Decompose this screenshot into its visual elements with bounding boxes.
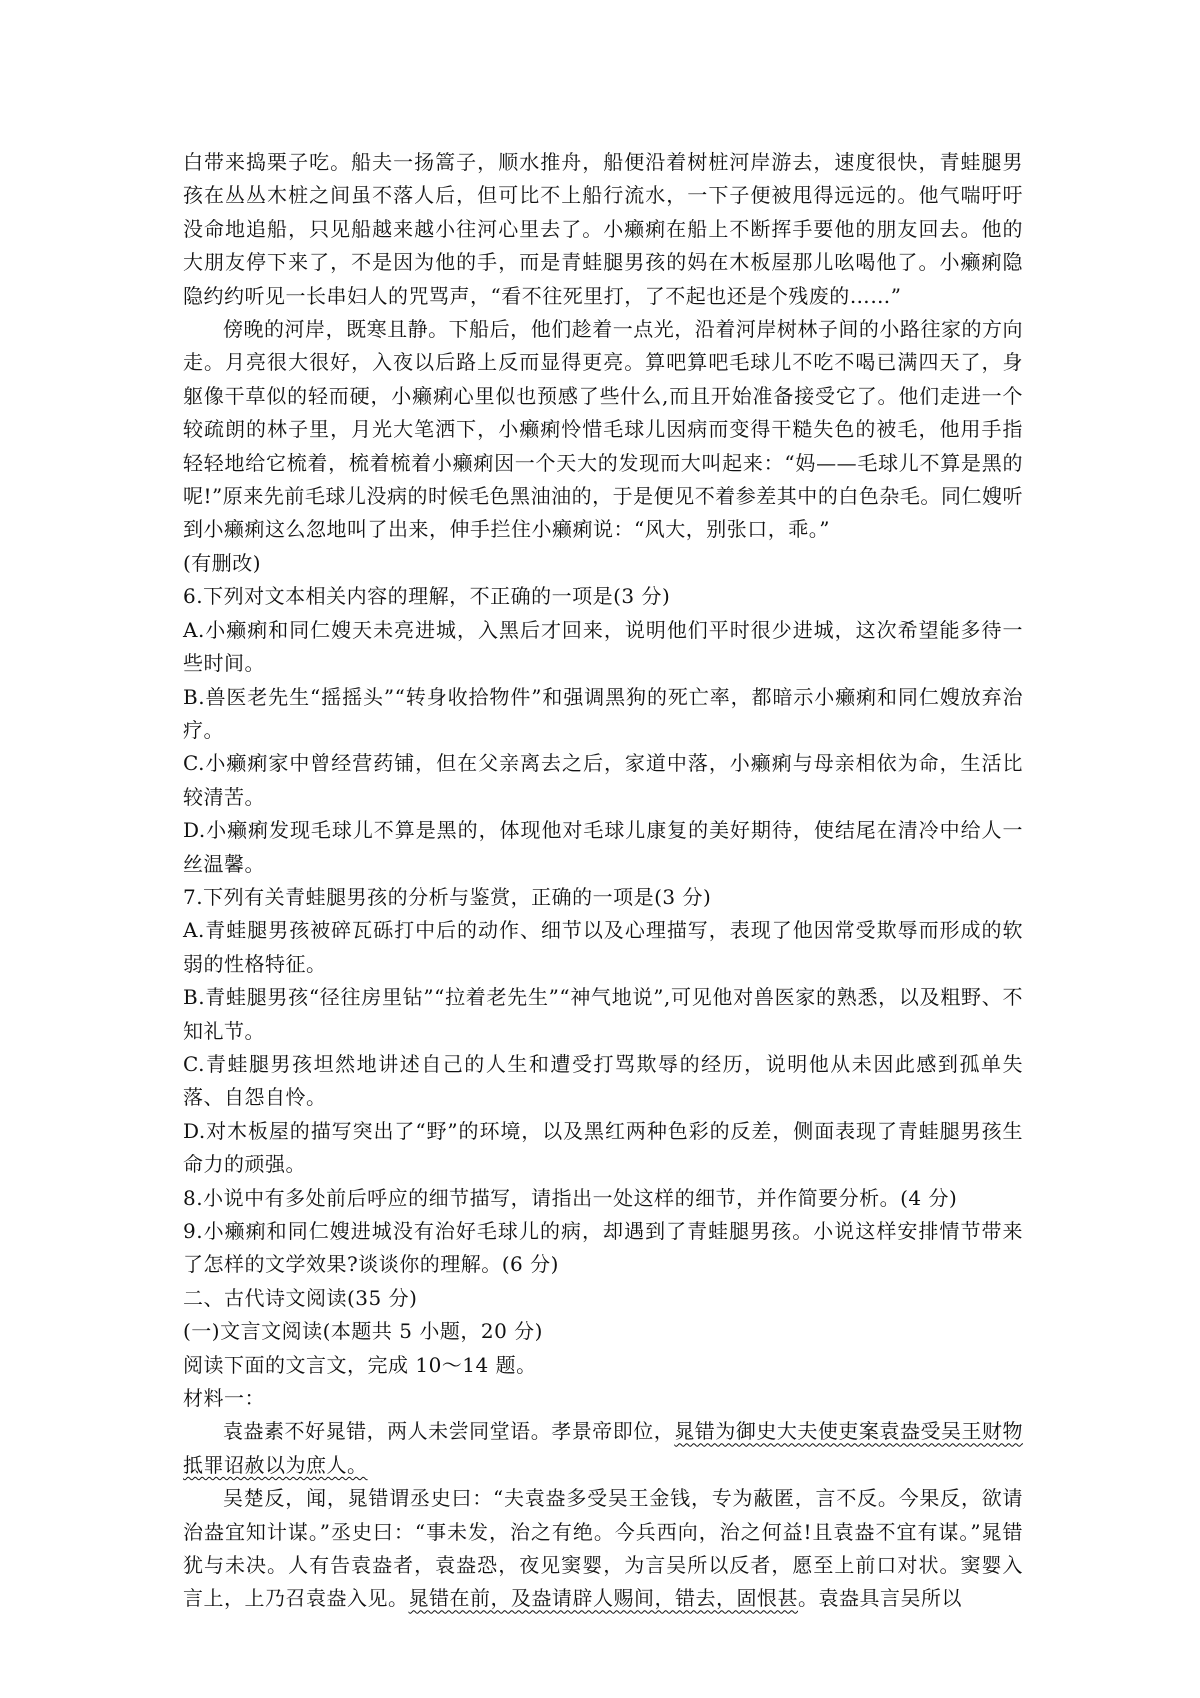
question-7-stem: 7.下列有关青蛙腿男孩的分析与鉴赏，正确的一项是(3 分) xyxy=(183,884,712,909)
underlined-sentence-1: 晁错为御史大夫使吏案袁盎受吴王财物抵罪诏赦以为庶人。 xyxy=(183,1419,1024,1477)
material-1-label: 材料一： xyxy=(183,1386,265,1411)
question-7-option-a: A.青蛙腿男孩被碎瓦砾打中后的动作、细节以及心理描写，表现了他因常受欺辱而形成的软弱的性格特征。 xyxy=(183,918,1023,976)
question-7-option-d: D.对木板屋的描写突出了“野”的环境，以及黑红两种色彩的反差，侧面表现了青蛙腿男孩生命力的顽强。 xyxy=(183,1118,1023,1177)
question-6-stem: 6.下列对文本相关内容的理解，不正确的一项是(3 分) xyxy=(183,584,671,609)
question-7-option-c: C.青蛙腿男孩坦然地讲述自己的人生和遭受打骂欺辱的经历，说明他从未因此感到孤单失落、自怨自怜。 xyxy=(183,1051,1023,1110)
question-7-option-b: B.青蛙腿男孩“径往房里钻”“拉着老先生”“神气地说”,可见他对兽医家的熟悉，以及粗野、不知礼节。 xyxy=(183,985,1023,1043)
classical-paragraph-1 xyxy=(183,1415,1023,1482)
question-9: 9.小癞痢和同仁嫂进城没有治好毛球儿的病，却遇到了青蛙腿男孩。小说这样安排情节带来了怎样的文学效果?谈谈你的理解。(6 分) xyxy=(183,1219,1023,1277)
classical-paragraph-2 xyxy=(183,1482,1023,1616)
story-paragraph-1: 白带来捣栗子吃。船夫一扬篙子，顺水推舟，船便沿着树桩河岸游去，速度很快，青蛙腿男孩在丛丛木桩之间虽不落人后，但可比不上船行流水，一下子便被甩得远远的。他气喘吁吁没命地追船，只见船越来越小往河心里去了。小癞痢在船上不断挥手要他的朋友回去。他的大朋友停下来了，不是因为他的手，而是青蛙腿男孩的妈在木板屋那儿吆喝他了。小癞痢隐隐约约听见一长串妇人的咒骂声，“看不往死里打，了不起也还是个残废的……” xyxy=(183,150,1023,308)
question-6-option-b: B.兽医老先生“摇摇头”“转身收拾物件”和强调黑狗的死亡率，都暗示小癞痢和同仁嫂放弃治疗。 xyxy=(183,684,1023,742)
question-6-option-c: C.小癞痢家中曾经营药铺，但在父亲离去之后，家道中落，小癞痢与母亲相依为命，生活比较清苦。 xyxy=(183,751,1023,809)
classical-paragraph-1-text: 袁盎素不好晁错，两人未尝同堂语。孝景帝即位， xyxy=(223,1419,675,1444)
section-2-heading: 二、古代诗文阅读(35 分) xyxy=(183,1285,418,1310)
story-paragraph-2: 傍晚的河岸，既寒且静。下船后，他们趁着一点光，沿着河岸树林子间的小路往家的方向走。月亮很大很好，入夜以后路上反而显得更亮。算吧算吧毛球儿不吃不喝已满四天了，身躯像干草似的轻而硬，小癞痢心里似也预感了些什么,而且开始准备接受它了。他们走进一个较疏朗的林子里，月光大笔洒下，小癞痢怜惜毛球儿因病而变得干糙失色的被毛，他用手指轻轻地给它梳着，梳着梳着小癞痢因一个天大的发现而大叫起来：“妈——毛球儿不算是黑的呢!”原来先前毛球儿没病的时候毛色黑油油的，于是便见不着参差其中的白色杂毛。同仁嫂听到小癞痢这么忽地叫了出来，伸手拦住小癞痢说：“风大，别张口，乖。” xyxy=(183,317,1023,542)
section-2-instruction: 阅读下面的文言文，完成 10～14 题。 xyxy=(183,1352,537,1377)
section-2-subheading: (一)文言文阅读(本题共 5 小题，20 分) xyxy=(183,1319,543,1344)
question-6-option-d: D.小癞痢发现毛球儿不算是黑的，体现他对毛球儿康复的美好期待，使结尾在清冷中给人一丝温馨。 xyxy=(183,818,1023,876)
exam-page xyxy=(183,146,1023,1616)
underlined-sentence-2: 晁错在前，及盎请辟人赐间，错去，固恨甚 xyxy=(408,1586,798,1611)
abridged-note: (有删改) xyxy=(183,550,262,575)
question-8: 8.小说中有多处前后呼应的细节描写，请指出一处这样的细节，并作简要分析。(4 分) xyxy=(183,1185,958,1210)
classical-paragraph-2-text: 吴楚反，闻，晁错谓丞史曰：“夫袁盎多受吴王金钱，专为蔽匿，言不反。今果反，欲请治盎宜知计谋。”丞史曰：“事未发，治之有绝。今兵西向，治之何益!且袁盎不宜有谋。”晁错犹与未决。人有告袁盎者，袁盎恐，夜见窦婴，为言吴所以反者，愿至上前口对状。窦婴入言上，上乃召袁盎入见。 xyxy=(183,1486,1023,1611)
question-6-option-a: A.小癞痢和同仁嫂天未亮进城，入黑后才回来，说明他们平时很少进城，这次希望能多待一些时间。 xyxy=(183,617,1023,676)
classical-paragraph-2-tail: 。袁盎具言吴所以 xyxy=(798,1586,962,1611)
